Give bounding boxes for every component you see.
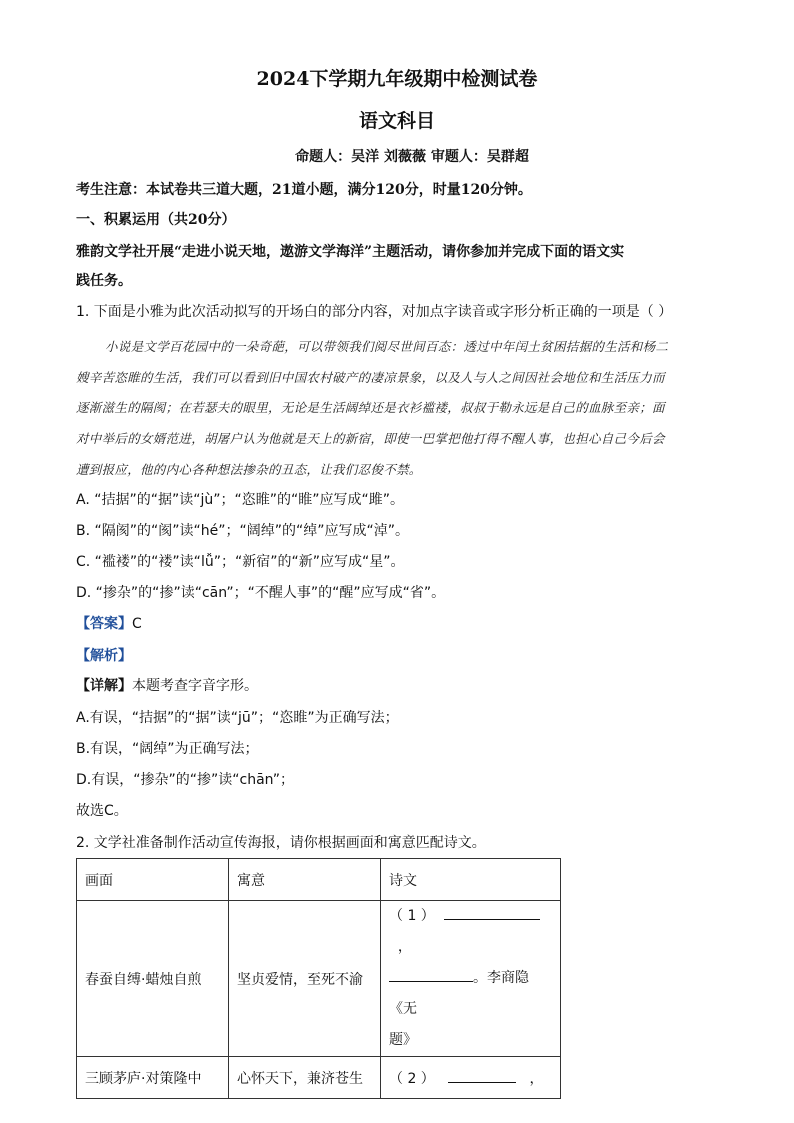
scene-cell: 春蚕自缚·蜡烛自煎: [77, 901, 229, 1057]
header-cell-meaning: 寓意: [229, 859, 381, 901]
poem-comma: ，: [397, 939, 412, 955]
detail-line: [76, 676, 258, 696]
passage-line: 遭到报应，他的内心各种想法掺杂的丑态，让我们忍俊不禁。: [76, 462, 422, 477]
poster-matching-table: [76, 858, 561, 1099]
fill-blank[interactable]: [444, 905, 540, 920]
option-d: D. “掺杂”的“掺”读“cān”；“不醒人事”的“醒”应写成“省”。: [76, 585, 446, 601]
analysis-tag: 【解析】: [76, 648, 132, 664]
answer-tag: 【答案】: [76, 616, 132, 632]
table-row: [77, 901, 561, 1057]
poem-comma: ，: [529, 1070, 544, 1087]
passage-line: 对中举后的女婿范进，胡屠户认为他就是天上的新宿，即使一巴掌把他打得不醒人事，也担心自己今后会: [76, 431, 665, 446]
poem-cell: [381, 901, 561, 1057]
option-a: A. “拮据”的“据”读“jù”；“恣睢”的“睢”应写成“雎”。: [76, 492, 405, 508]
poem-cell: [381, 1057, 561, 1099]
explanation-line: 故选C。: [76, 803, 128, 819]
fill-blank[interactable]: [448, 1068, 516, 1083]
poem-number: （ 1 ）: [389, 908, 435, 924]
poem-number: （ 2 ）: [389, 1070, 435, 1087]
section-intro-line1: 雅韵文学社开展“走进小说天地，遨游文学海洋”主题活动，请你参加并完成下面的语文实: [76, 244, 625, 260]
meaning-cell: 坚贞爱情，至死不渝: [229, 901, 381, 1057]
explanation-line: D.有误，“掺杂”的“掺”读“chān”；: [76, 772, 295, 788]
option-b: B. “隔阂”的“阂”读“hé”；“阔绰”的“绰”应写成“淖”。: [76, 523, 410, 539]
poem-source: 。李商隐《无: [389, 970, 529, 1017]
answer-line: [76, 614, 142, 634]
table-row: [77, 1057, 561, 1099]
meaning-cell: 心怀天下，兼济苍生: [229, 1057, 381, 1099]
scene-cell: 三顾茅庐·对策隆中: [77, 1057, 229, 1099]
header-cell-scene: 画面: [77, 859, 229, 901]
question-2-stem: 2. 文学社准备制作活动宣传海报，请你根据画面和寓意匹配诗文。: [76, 835, 486, 851]
answer-value: C: [132, 616, 142, 632]
passage-line: 小说是文学百花园中的一朵奇葩，可以带领我们阅尽世间百态：透过中年闰土贫困拮据的生活和杨二: [105, 339, 669, 354]
detail-text: 本题考查字音字形。: [132, 678, 258, 694]
subject-title: 语文科目: [358, 110, 435, 132]
passage-line: 嫂辛苦恣睢的生活，我们可以看到旧中国农村破产的凄凉景象，以及人与人之间因社会地位和生活压力而: [76, 370, 665, 385]
section-intro-line2: 践任务。: [76, 273, 132, 289]
explanation-line: B.有误，“阔绰”为正确写法；: [76, 741, 259, 757]
detail-tag: 【详解】: [76, 678, 132, 694]
poem-source-end: 题》: [389, 1032, 417, 1048]
exam-title: 2024下学期九年级期中检测试卷: [256, 68, 538, 90]
question-1-stem: 1. 下面是小雅为此次活动拟写的开场白的部分内容，对加点字读音或字形分析正确的一项是（ ）: [76, 304, 673, 320]
table-header-row: [77, 859, 561, 901]
explanation-line: A.有误，“拮据”的“据”读“jū”；“恣睢”为正确写法；: [76, 710, 399, 726]
section-heading: 一、积累运用（共20分）: [76, 212, 236, 228]
option-c: C. “褴褛”的“褛”读“lǚ”；“新宿”的“新”应写成“星”。: [76, 554, 405, 570]
authors-line: 命题人：吴洋 刘薇薇 审题人：吴群超: [295, 149, 529, 165]
header-cell-poem: 诗文: [381, 859, 561, 901]
passage-line: 逐渐滋生的隔阂；在若瑟夫的眼里，无论是生活阔绰还是衣衫褴褛，叔叔于勒永远是自己的血脉至亲；面: [76, 400, 665, 415]
candidate-notice: 考生注意：本试卷共三道大题，21道小题，满分120分，时量120分钟。: [76, 182, 532, 198]
fill-blank[interactable]: [389, 967, 473, 982]
